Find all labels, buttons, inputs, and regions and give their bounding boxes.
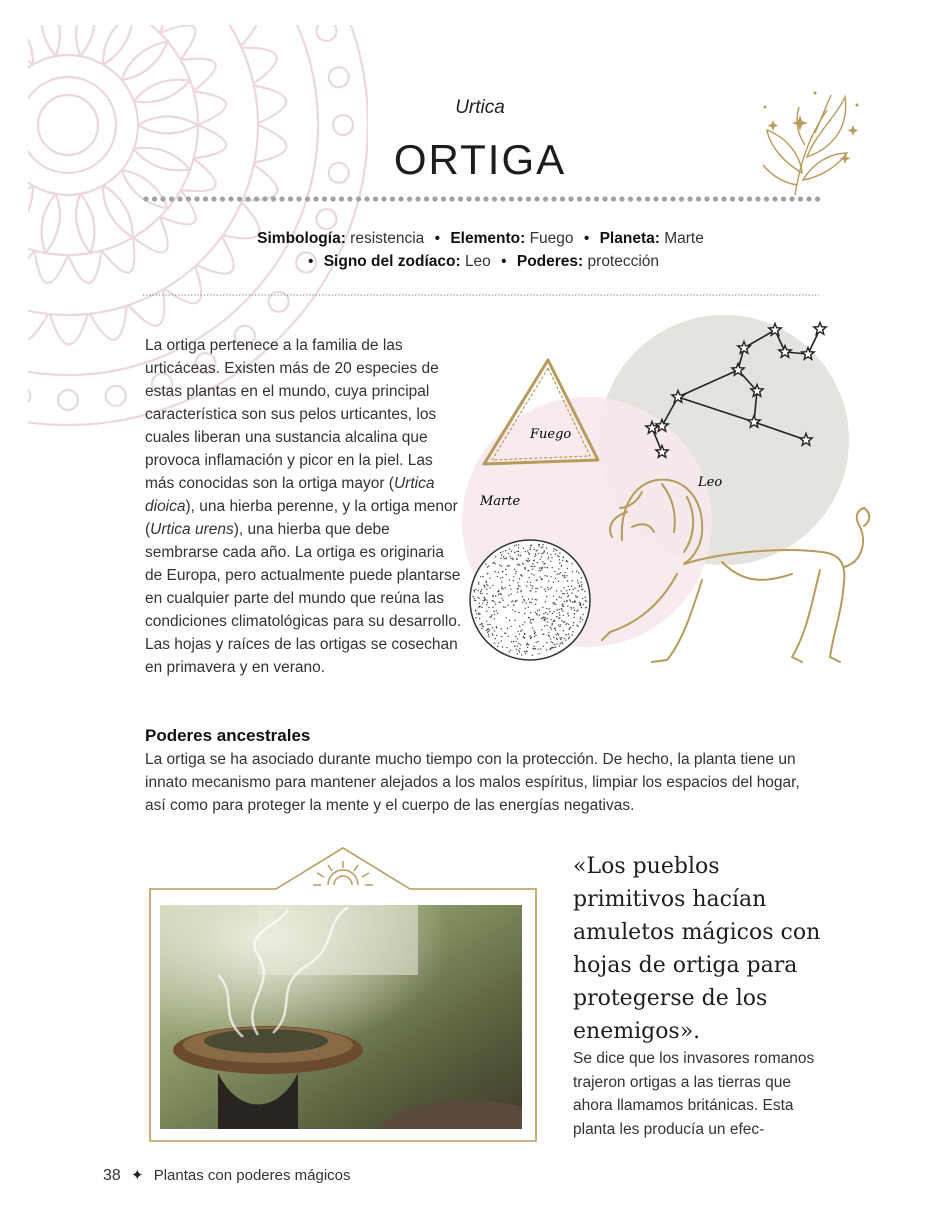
symbology-value: resistencia [350, 230, 425, 247]
leo-label: Leo [698, 475, 723, 490]
zodiac-value: Leo [464, 253, 491, 270]
side-paragraph-text: Se dice que los invasores romanos trajeron ortigas a las tierras que ahora llamamos británicas. Esta planta les producía un efec- [573, 1050, 815, 1138]
dotted-divider [143, 193, 823, 205]
powers-paragraph: La ortiga se ha asociado durante mucho tiempo con la protección. De hecho, la planta tiene un innato mecanismo para mantener alejados a los malos espíritus, limpiar los espacios del hogar, así como para proteger la mente y el cuerpo de las energías negativas. [145, 751, 800, 814]
page-number: 38 [103, 1167, 121, 1184]
element-label: Elemento: [450, 230, 526, 247]
planet-value: Marte [664, 230, 704, 247]
bullet: • [434, 230, 441, 247]
star-icon: ✦ [130, 1167, 144, 1184]
photo-frame [148, 845, 538, 1145]
pull-quote: «Los pueblos primitivos hacían amuletos mágicos con hojas de ortiga para protegerse de los enemigos». [573, 854, 821, 1044]
bullet: • [307, 253, 314, 270]
powers-label: Poderes: [516, 253, 584, 270]
intro-text-1: La ortiga pertenece a la familia de las urticáceas. Existen más de 20 especies de estas plantas en el mundo, cuya principal característica son sus pelos urticantes, los cuales liberan una sustancia alcalina que provoca inflamación y picor en la piel. Las más conocidas son la ortiga mayor ( [145, 337, 439, 492]
element-value: Fuego [529, 230, 574, 247]
attributes-line [143, 227, 818, 273]
fine-dotted-divider [143, 293, 819, 297]
symbology-label: Simbología: [257, 230, 346, 247]
scientific-name: Urtica [455, 97, 505, 118]
side-paragraph [573, 1047, 818, 1141]
mars-planet-icon [470, 540, 590, 660]
astrology-illustration [462, 312, 882, 682]
planet-label: Planeta: [599, 230, 660, 247]
intro-text-3: ), una hierba que debe sembrarse cada año. La ortiga es originaria de Europa, pero actualmente puede plantarse en cualquier parte del mundo que reúna las condiciones climatológicas para su desarrollo. Las hojas y raíces de las ortigas se cosechan en primavera y en verano. [145, 521, 462, 676]
powers-value: protección [587, 253, 660, 270]
intro-text-2: ), una hierba perenne, y la ortiga menor ( [145, 498, 458, 538]
bullet: • [501, 253, 507, 270]
bullet: • [583, 230, 590, 247]
species-dioica: Urtica dioica [145, 475, 435, 515]
incense-photo [160, 905, 522, 1129]
zodiac-label: Signo del zodíaco: [323, 253, 461, 270]
sun-icon [313, 861, 373, 885]
species-urens: Urtica urens [150, 521, 234, 538]
page-footer [103, 1166, 351, 1185]
page-title: ORTIGA [393, 136, 567, 183]
marte-label: Marte [480, 494, 521, 509]
intro-paragraph [145, 334, 465, 679]
section-heading: Poderes ancestrales [145, 726, 311, 745]
book-title: Plantas con poderes mágicos [153, 1167, 351, 1184]
fuego-label: Fuego [530, 427, 572, 442]
